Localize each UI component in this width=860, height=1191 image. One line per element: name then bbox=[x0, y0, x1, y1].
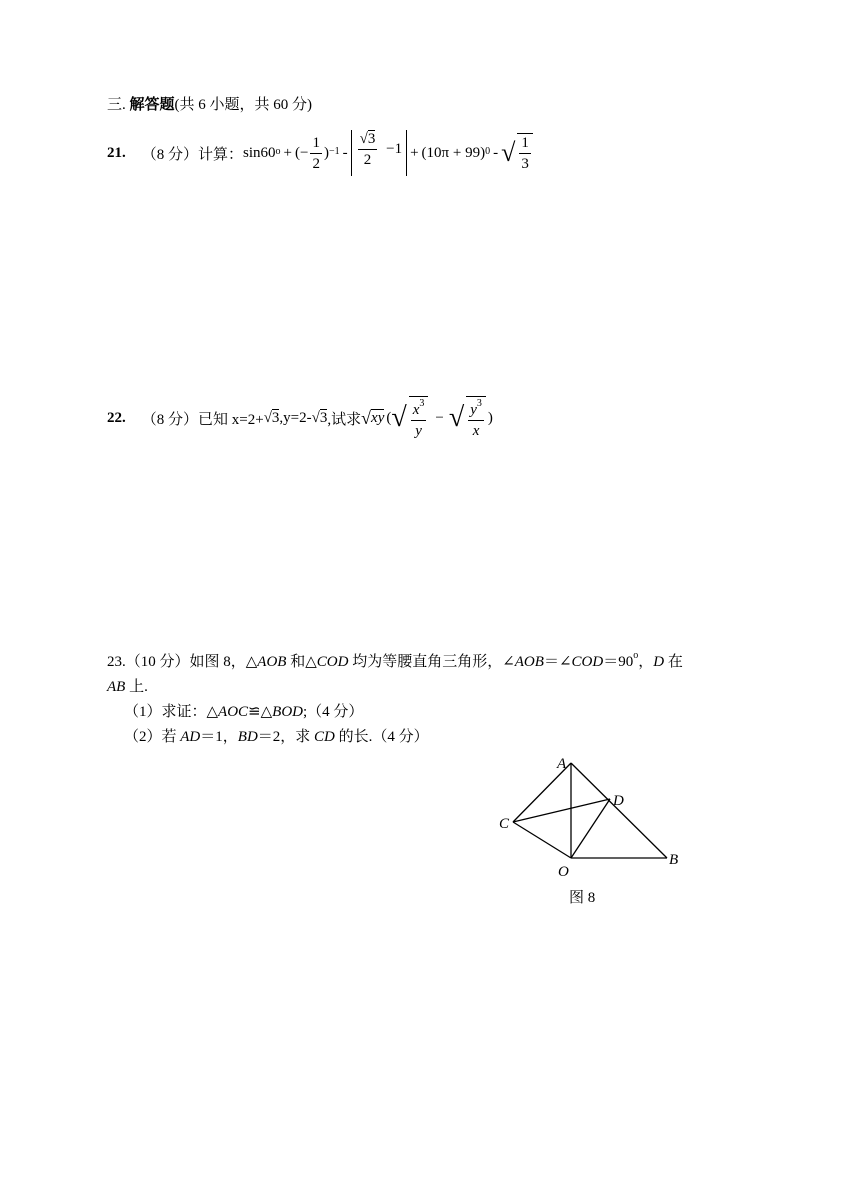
q21-frac-num: 1 bbox=[310, 134, 322, 154]
figure-lines bbox=[513, 763, 667, 858]
label-c: C bbox=[499, 816, 510, 832]
q22-open: ( bbox=[386, 409, 392, 426]
q22-xy: xy bbox=[371, 410, 385, 426]
q22-x3 bbox=[411, 397, 427, 421]
label-b: B bbox=[669, 852, 679, 868]
q23-text-d: ＝∠ bbox=[543, 654, 572, 670]
q21-minus-2: - bbox=[493, 144, 499, 161]
q23-degree: o bbox=[633, 650, 639, 661]
q22-x: x bbox=[412, 402, 420, 418]
figure-caption: 图 8 bbox=[569, 890, 596, 906]
q22-den-x: x bbox=[472, 423, 480, 439]
q23-p1-text-a: （1）求证：△ bbox=[124, 704, 219, 720]
label-d: D bbox=[613, 793, 624, 809]
q22-den-y: y bbox=[415, 423, 422, 439]
q21-root3: 3 bbox=[367, 131, 376, 147]
segment-co bbox=[513, 822, 571, 858]
segment-ab bbox=[571, 763, 667, 858]
q21-root3-num bbox=[358, 130, 378, 150]
q21-minus-one: −1 bbox=[386, 140, 403, 157]
q22-minus: − bbox=[435, 409, 444, 426]
question-23-line-2 bbox=[107, 675, 148, 696]
q21-lead: 计算： bbox=[198, 146, 244, 163]
q21-sqrt-one-third bbox=[501, 133, 535, 173]
q21-exp-neg1: −1 bbox=[328, 145, 340, 157]
q23-aob: AOB bbox=[257, 654, 287, 670]
q21-sin: sin60 bbox=[243, 144, 276, 161]
q23-text-b: 和△ bbox=[286, 654, 317, 670]
q23-ab: AB bbox=[107, 679, 126, 695]
sqrt-sign-icon: √ bbox=[361, 407, 372, 428]
q23-p2-text-c: ＝2，求 bbox=[257, 729, 315, 745]
q23-text-e: ＝90 bbox=[603, 654, 634, 670]
sqrt-sign-icon: √ bbox=[448, 402, 465, 433]
q22-y: y bbox=[470, 402, 477, 418]
segment-od bbox=[571, 799, 610, 858]
q22-text-1: 已知 x=2+ bbox=[198, 411, 264, 428]
q23-p1-text-b: ≌△ bbox=[248, 704, 273, 720]
q21-fraction-half bbox=[310, 134, 322, 173]
q22-number: 22. bbox=[107, 409, 126, 426]
q21-den-2: 2 bbox=[363, 152, 372, 168]
q23-cod: COD bbox=[316, 654, 349, 670]
q21-plus-1: + bbox=[283, 144, 293, 161]
q23-p2-bd: BD bbox=[237, 729, 258, 745]
question-23-part-1 bbox=[124, 700, 363, 721]
sqrt-sign-icon: √ bbox=[391, 402, 407, 433]
q22-sqrt-x3-over-y bbox=[391, 396, 430, 440]
sqrt-sign-icon: √ bbox=[263, 409, 272, 426]
question-22 bbox=[107, 392, 493, 444]
q21-open-1: (− bbox=[295, 144, 309, 161]
q22-root-1: 3 bbox=[271, 410, 280, 426]
q23-p2-text-d: 的长.（4 分） bbox=[334, 729, 429, 745]
question-21 bbox=[107, 128, 535, 178]
q21-paren-term: (10π + 99) bbox=[421, 144, 486, 161]
q23-p1-text-c: ;（4 分） bbox=[302, 704, 364, 720]
question-23-part-2 bbox=[124, 725, 429, 746]
q23-text-f: ， bbox=[638, 654, 654, 670]
q23-aob-2: AOB bbox=[514, 654, 544, 670]
q22-x-exp: 3 bbox=[419, 398, 425, 409]
section-prefix: 三. bbox=[107, 97, 126, 113]
q22-text-3: ,试求 bbox=[327, 411, 362, 428]
q23-p2-ad: AD bbox=[180, 729, 201, 745]
q23-text-c: 均为等腰直角三角形，∠ bbox=[348, 654, 515, 670]
q21-frac-one-third bbox=[517, 133, 533, 173]
sqrt-sign-icon: √ bbox=[359, 131, 368, 147]
q21-exp-0: 0 bbox=[485, 145, 491, 157]
sqrt-sign-icon: √ bbox=[501, 138, 516, 167]
section-title: 解答题 bbox=[129, 97, 175, 113]
q22-frac-x3-y bbox=[409, 396, 429, 440]
q21-absolute-value bbox=[351, 130, 407, 176]
q21-frac-den: 2 bbox=[312, 155, 320, 172]
q23-p2-text-a: （2）若 bbox=[124, 729, 181, 745]
q23-text-g: 在 bbox=[664, 654, 683, 670]
section-heading bbox=[107, 93, 312, 114]
q21-frac-1: 1 bbox=[519, 134, 531, 154]
q23-p2-cd: CD bbox=[314, 729, 335, 745]
q22-root-2: 3 bbox=[319, 410, 328, 426]
q21-plus-2: + bbox=[410, 144, 419, 161]
section-note: (共 6 小题，共 60 分) bbox=[174, 97, 313, 113]
question-23-line-1 bbox=[107, 650, 683, 671]
q23-d: D bbox=[653, 654, 665, 670]
q22-close: ) bbox=[487, 409, 493, 426]
q21-frac-3: 3 bbox=[521, 156, 529, 172]
sqrt-sign-icon: √ bbox=[311, 409, 320, 426]
q22-sqrt-y3-over-x bbox=[449, 396, 488, 440]
q22-y-exp: 3 bbox=[476, 398, 482, 409]
q21-degree: o bbox=[275, 145, 281, 157]
q21-close-1: ) bbox=[323, 144, 329, 161]
q23-text-a: 23.（10 分）如图 8，△ bbox=[107, 654, 258, 670]
q23-p1-bod: BOD bbox=[272, 704, 303, 720]
q21-fraction-root3-over-2 bbox=[358, 130, 378, 169]
label-o: O bbox=[558, 864, 569, 880]
q22-frac-y3-x bbox=[466, 396, 486, 440]
q23-text-ab-suffix: 上. bbox=[125, 679, 148, 695]
q21-number: 21. bbox=[107, 144, 126, 161]
q23-cod-2: COD bbox=[571, 654, 604, 670]
q22-score: （8 分） bbox=[141, 411, 199, 428]
q23-p1-aoc: AOC bbox=[218, 704, 249, 720]
q22-y3 bbox=[468, 397, 484, 421]
q21-minus-1: - bbox=[342, 144, 348, 161]
q21-expression bbox=[243, 130, 535, 176]
q23-p2-text-b: ＝1， bbox=[200, 729, 238, 745]
label-a: A bbox=[557, 756, 567, 772]
segment-cd bbox=[513, 799, 610, 822]
q22-text-2: ,y=2- bbox=[279, 409, 312, 426]
q21-score: （8 分） bbox=[141, 146, 199, 163]
